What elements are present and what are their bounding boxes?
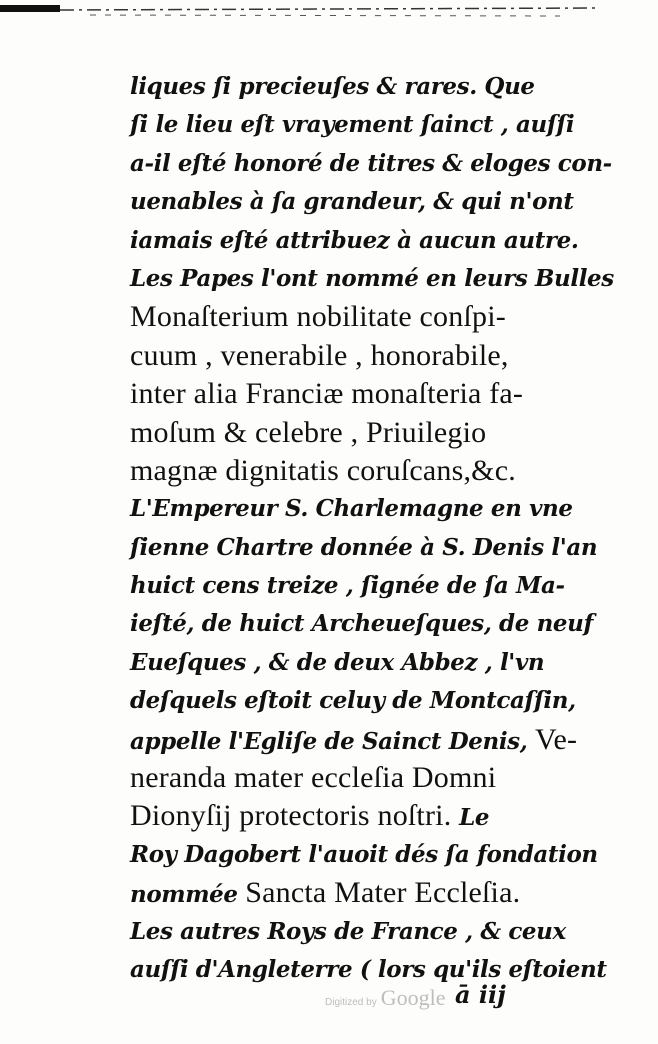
text-line: ſi le lieu eſt vrayement ſainct , auſſi: [130, 111, 575, 139]
signature-mark: ā iij: [455, 980, 506, 1009]
text-line: Eueſques , & de deux Abbez , l'vn: [130, 648, 545, 676]
text-line: deſquels eſtoit celuy de Montcaſſin,: [130, 687, 576, 715]
text-line: neranda mater eccleſia Domni: [130, 761, 497, 795]
text-line: iamais eſté attribuez à aucun autre.: [130, 226, 579, 254]
text-line: ieſté, de huict Archeueſques, de neuf: [130, 610, 593, 638]
text-line: [130, 874, 600, 912]
text-line: auſſi d'Angleterre ( lors qu'ils eſtoient: [130, 955, 607, 983]
text-segment: Le: [459, 804, 490, 832]
text-line: a-il eſté honoré de titres & eloges con-: [130, 149, 612, 177]
text-line: uenables à ſa grandeur, & qui n'ont: [130, 188, 574, 216]
text-segment: Ve-: [534, 722, 578, 756]
watermark-brand: Google: [380, 985, 446, 1010]
watermark-prefix: Digitized by: [325, 997, 377, 1008]
text-line: inter alia Franciæ monaſteria fa-: [130, 377, 524, 411]
text-line: magnæ dignitatis coruſcans,&c.: [130, 453, 516, 487]
text-segment: appelle l'Egliſe de Sainct Denis,: [130, 727, 535, 755]
text-line: Roy Dagobert l'auoit dés ſa fondation: [130, 840, 598, 868]
text-segment: nommée: [130, 881, 246, 909]
text-line: liques ſi precieuſes & rares. Que: [130, 73, 535, 100]
text-line: Les Papes l'ont nommé en leurs Bulles: [130, 264, 614, 292]
body-text: [130, 68, 614, 989]
text-line: moſum & celebre , Priuilegio: [130, 415, 487, 449]
text-line: L'Empereur S. Charlemagne en vne: [130, 495, 573, 523]
text-line: cuum , venerabile , honorabile,: [130, 338, 509, 372]
text-segment: Dionyſij protectoris noſtri.: [130, 799, 460, 833]
text-line: Les autres Roys de France , & ceux: [130, 917, 566, 945]
text-line: [130, 797, 600, 835]
text-line: [130, 721, 600, 759]
top-rule-ornament: [0, 4, 600, 20]
digitized-watermark: [325, 985, 445, 1011]
text-line: huict cens treize , ſignée de ſa Ma-: [130, 572, 565, 600]
text-line: Monaſterium nobilitate conſpi-: [130, 300, 506, 334]
text-line: ſienne Chartre donnée à S. Denis l'an: [130, 533, 598, 561]
text-segment: Sancta Mater Eccleſia.: [245, 876, 521, 910]
